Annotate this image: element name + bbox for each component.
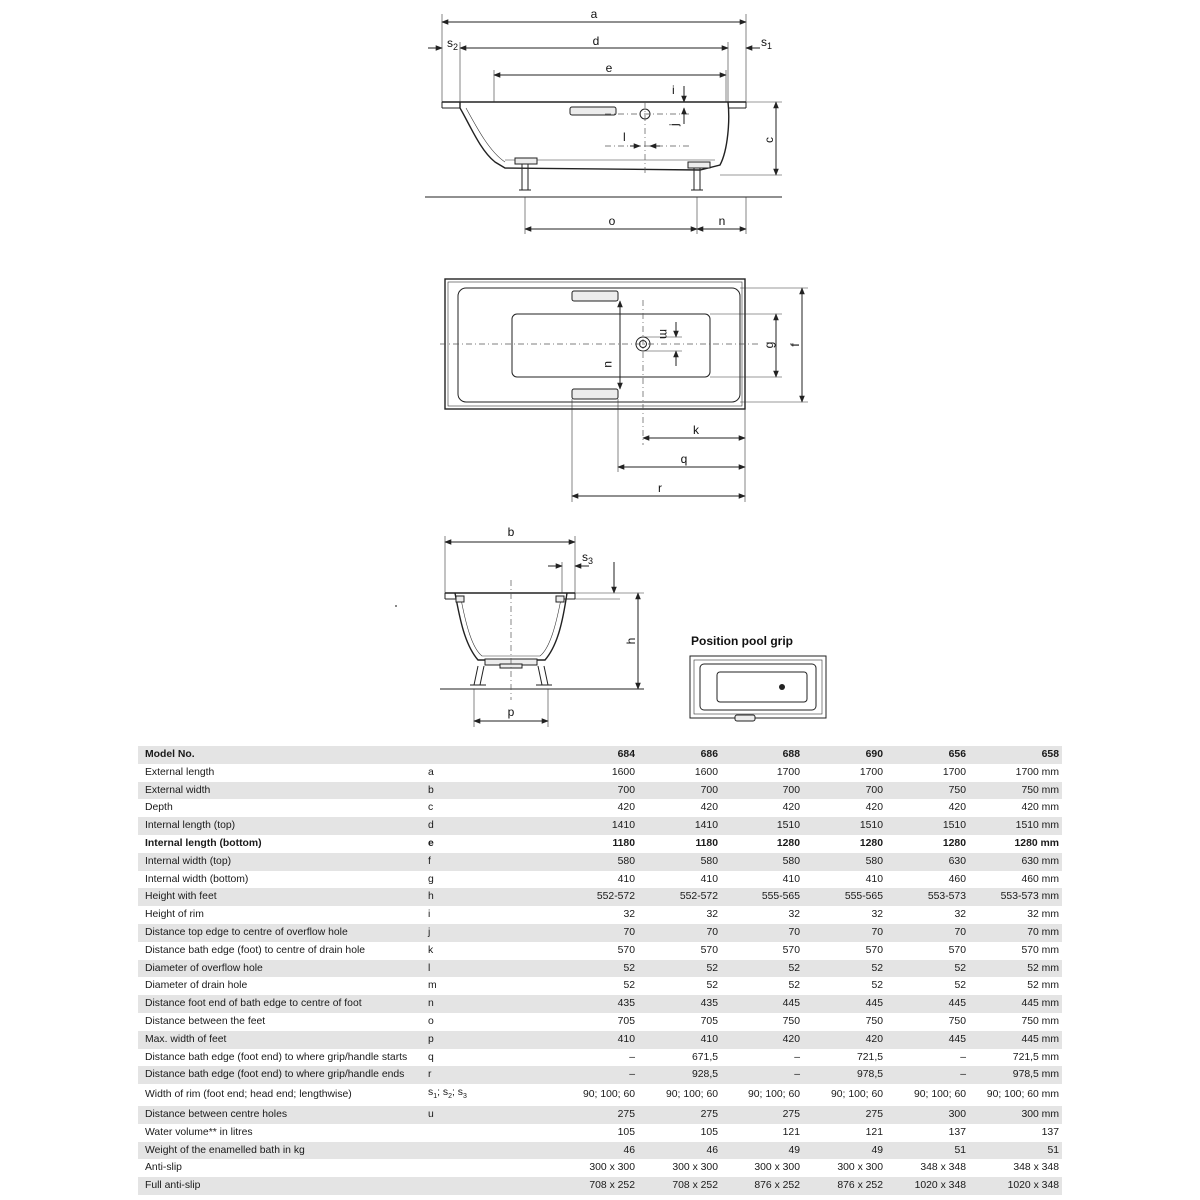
- row-value: 750: [886, 1013, 969, 1031]
- row-value: 410: [638, 871, 721, 889]
- row-value: 1700 mm: [969, 764, 1062, 782]
- table-row: [138, 1106, 1062, 1124]
- row-value: 46: [562, 1142, 638, 1160]
- row-value: 570: [886, 942, 969, 960]
- row-value: 300: [886, 1106, 969, 1124]
- dim-r-label: r: [658, 481, 662, 495]
- dim-a-label: a: [590, 7, 598, 21]
- row-value: 137: [886, 1124, 969, 1142]
- row-value: 555-565: [721, 888, 803, 906]
- table-row: [138, 817, 1062, 835]
- row-value: 52: [562, 960, 638, 978]
- row-value: –: [562, 1049, 638, 1067]
- dim-l-label: l: [623, 130, 626, 144]
- top-plan-view: [440, 279, 808, 502]
- row-value: 435: [562, 995, 638, 1013]
- row-value: 46: [638, 1142, 721, 1160]
- table-row: [138, 942, 1062, 960]
- row-value: 32: [721, 906, 803, 924]
- row-value: 460 mm: [969, 871, 1062, 889]
- row-value: 721,5 mm: [969, 1049, 1062, 1067]
- table-row: [138, 782, 1062, 800]
- table-row: [138, 1124, 1062, 1142]
- row-symbol: [425, 1177, 562, 1195]
- row-value: 1510: [721, 817, 803, 835]
- row-value: 1600: [562, 764, 638, 782]
- row-value: 420: [803, 799, 886, 817]
- side-elevation-view: [425, 7, 782, 234]
- row-value: 876 x 252: [803, 1177, 886, 1195]
- row-value: 52: [638, 960, 721, 978]
- dim-u-label: u: [602, 361, 616, 368]
- row-value: 1510: [886, 817, 969, 835]
- table-row: [138, 835, 1062, 853]
- row-value: 700: [803, 782, 886, 800]
- row-value: 580: [562, 853, 638, 871]
- dim-b-label: b: [507, 525, 515, 539]
- pool-grip-caption: Position pool grip: [691, 634, 793, 648]
- row-value: 70: [638, 924, 721, 942]
- dim-s3-label: $s_3$: [582, 550, 594, 566]
- row-value: 32: [803, 906, 886, 924]
- row-value: 90; 100; 60: [638, 1084, 721, 1106]
- row-value: 52: [886, 977, 969, 995]
- dim-c-label: c: [762, 137, 776, 143]
- row-value: 708 x 252: [638, 1177, 721, 1195]
- table-row: [138, 1177, 1062, 1195]
- row-value: 70 mm: [969, 924, 1062, 942]
- row-value: 410: [638, 1031, 721, 1049]
- row-value: 52: [886, 960, 969, 978]
- row-label: Distance between centre holes: [138, 1106, 425, 1124]
- row-value: 1510 mm: [969, 817, 1062, 835]
- row-symbol: d: [425, 817, 562, 835]
- model-number-686: 686: [638, 746, 721, 764]
- row-value: 52: [721, 960, 803, 978]
- row-symbol: p: [425, 1031, 562, 1049]
- row-value: 671,5: [638, 1049, 721, 1067]
- row-value: 275: [638, 1106, 721, 1124]
- row-value: 978,5: [803, 1066, 886, 1084]
- row-value: –: [562, 1066, 638, 1084]
- table-row: [138, 1084, 1062, 1106]
- specification-table: [138, 746, 1062, 1195]
- row-label: Weight of the enamelled bath in kg: [138, 1142, 425, 1160]
- table-header-row: [138, 746, 1062, 764]
- row-symbol: m: [425, 977, 562, 995]
- row-value: 32: [638, 906, 721, 924]
- row-label: Height with feet: [138, 888, 425, 906]
- row-value: 1020 x 348: [886, 1177, 969, 1195]
- row-value: 121: [803, 1124, 886, 1142]
- row-value: 90; 100; 60: [721, 1084, 803, 1106]
- row-value: 275: [803, 1106, 886, 1124]
- row-value: 570: [562, 942, 638, 960]
- model-number-688: 688: [721, 746, 803, 764]
- row-value: 552-572: [562, 888, 638, 906]
- table-row: [138, 977, 1062, 995]
- row-symbol: o: [425, 1013, 562, 1031]
- row-value: 1280: [886, 835, 969, 853]
- row-value: 928,5: [638, 1066, 721, 1084]
- row-value: 300 x 300: [638, 1159, 721, 1177]
- row-symbol: c: [425, 799, 562, 817]
- row-value: 90; 100; 60: [803, 1084, 886, 1106]
- table-row: [138, 1031, 1062, 1049]
- row-value: 420: [721, 799, 803, 817]
- row-symbol: r: [425, 1066, 562, 1084]
- row-value: 410: [721, 871, 803, 889]
- row-value: 32: [886, 906, 969, 924]
- drain-icon: [779, 684, 785, 690]
- model-number-690: 690: [803, 746, 886, 764]
- row-value: 70: [886, 924, 969, 942]
- row-value: 580: [721, 853, 803, 871]
- dim-d-label: d: [592, 34, 600, 48]
- row-symbol: u: [425, 1106, 562, 1124]
- model-number-658: 658: [969, 746, 1062, 764]
- row-value: 445 mm: [969, 995, 1062, 1013]
- row-value: 420 mm: [969, 799, 1062, 817]
- dim-m-label: m: [657, 329, 671, 339]
- row-value: 705: [562, 1013, 638, 1031]
- row-value: 630: [886, 853, 969, 871]
- row-value: 52 mm: [969, 977, 1062, 995]
- row-symbol: n: [425, 995, 562, 1013]
- dim-i-label: i: [672, 83, 675, 97]
- row-symbol: i: [425, 906, 562, 924]
- row-symbol: [425, 1124, 562, 1142]
- row-symbol: l: [425, 960, 562, 978]
- row-value: 1280: [803, 835, 886, 853]
- row-value: 700: [562, 782, 638, 800]
- row-symbol: j: [425, 924, 562, 942]
- dim-n-label: n: [718, 214, 726, 228]
- table-row: [138, 1159, 1062, 1177]
- row-value: 52: [562, 977, 638, 995]
- row-label: Anti-slip: [138, 1159, 425, 1177]
- row-value: 1180: [562, 835, 638, 853]
- dim-p-label: p: [507, 705, 515, 719]
- row-value: 32 mm: [969, 906, 1062, 924]
- row-value: 420: [638, 799, 721, 817]
- row-label: Full anti-slip: [138, 1177, 425, 1195]
- row-value: 420: [721, 1031, 803, 1049]
- row-symbol: g: [425, 871, 562, 889]
- row-value: –: [721, 1066, 803, 1084]
- row-symbol: h: [425, 888, 562, 906]
- table-row: [138, 1013, 1062, 1031]
- end-elevation-view: [440, 525, 644, 727]
- table-row: [138, 871, 1062, 889]
- row-value: 630 mm: [969, 853, 1062, 871]
- row-value: 750 mm: [969, 782, 1062, 800]
- row-value: 300 x 300: [803, 1159, 886, 1177]
- row-value: 410: [562, 1031, 638, 1049]
- row-value: 1020 x 348: [969, 1177, 1062, 1195]
- row-label: Distance between the feet: [138, 1013, 425, 1031]
- row-label: Diameter of overflow hole: [138, 960, 425, 978]
- row-value: 1510: [803, 817, 886, 835]
- row-symbol: $s_1$; $s_2$; $s_3$: [425, 1084, 562, 1106]
- row-value: 348 x 348: [969, 1159, 1062, 1177]
- row-value: 70: [721, 924, 803, 942]
- row-value: 750: [721, 1013, 803, 1031]
- row-label: External length: [138, 764, 425, 782]
- row-value: 32: [562, 906, 638, 924]
- row-value: 460: [886, 871, 969, 889]
- stray-mark: [395, 605, 397, 607]
- table-row: [138, 960, 1062, 978]
- row-label: Width of rim (foot end; head end; lengthwise): [138, 1084, 425, 1106]
- table-row: [138, 764, 1062, 782]
- row-value: 49: [721, 1142, 803, 1160]
- row-value: 70: [803, 924, 886, 942]
- row-value: 570 mm: [969, 942, 1062, 960]
- table-row: [138, 1066, 1062, 1084]
- row-value: 70: [562, 924, 638, 942]
- table-row: [138, 888, 1062, 906]
- row-value: 445 mm: [969, 1031, 1062, 1049]
- row-label: Distance foot end of bath edge to centre of foot: [138, 995, 425, 1013]
- row-value: 420: [886, 799, 969, 817]
- row-value: 876 x 252: [721, 1177, 803, 1195]
- row-value: 445: [803, 995, 886, 1013]
- row-value: 570: [638, 942, 721, 960]
- row-value: 348 x 348: [886, 1159, 969, 1177]
- row-symbol: f: [425, 853, 562, 871]
- row-value: 52: [803, 960, 886, 978]
- pool-grip-icon: [735, 715, 755, 721]
- row-value: 553-573: [886, 888, 969, 906]
- dim-g-label: g: [762, 341, 776, 349]
- row-value: 750: [803, 1013, 886, 1031]
- row-value: 708 x 252: [562, 1177, 638, 1195]
- row-label: Depth: [138, 799, 425, 817]
- row-label: Distance bath edge (foot end) to where grip/handle ends: [138, 1066, 425, 1084]
- row-value: 570: [803, 942, 886, 960]
- row-value: 1410: [562, 817, 638, 835]
- row-value: 1600: [638, 764, 721, 782]
- row-value: 700: [721, 782, 803, 800]
- row-label: Distance top edge to centre of overflow hole: [138, 924, 425, 942]
- table-row: [138, 799, 1062, 817]
- table-row: [138, 924, 1062, 942]
- dim-f-label: f: [788, 343, 802, 347]
- row-value: 275: [562, 1106, 638, 1124]
- row-value: 1700: [721, 764, 803, 782]
- row-label: External width: [138, 782, 425, 800]
- row-value: 90; 100; 60: [562, 1084, 638, 1106]
- row-label: Internal width (bottom): [138, 871, 425, 889]
- row-value: 570: [721, 942, 803, 960]
- row-value: 90; 100; 60 mm: [969, 1084, 1062, 1106]
- row-value: 435: [638, 995, 721, 1013]
- model-number-656: 656: [886, 746, 969, 764]
- row-label: Distance bath edge (foot) to centre of drain hole: [138, 942, 425, 960]
- row-value: 721,5: [803, 1049, 886, 1067]
- row-value: 51: [886, 1142, 969, 1160]
- dim-q-label: q: [680, 452, 688, 466]
- row-value: 49: [803, 1142, 886, 1160]
- row-value: 1280: [721, 835, 803, 853]
- row-value: 300 x 300: [721, 1159, 803, 1177]
- row-value: 52: [638, 977, 721, 995]
- row-value: 1180: [638, 835, 721, 853]
- row-value: 705: [638, 1013, 721, 1031]
- row-label: Internal length (bottom): [138, 835, 425, 853]
- row-label: Internal length (top): [138, 817, 425, 835]
- row-value: 420: [562, 799, 638, 817]
- row-value: 300 mm: [969, 1106, 1062, 1124]
- dim-e-label: e: [605, 61, 613, 75]
- row-value: 420: [803, 1031, 886, 1049]
- row-label: Diameter of drain hole: [138, 977, 425, 995]
- row-label: Max. width of feet: [138, 1031, 425, 1049]
- row-value: 553-573 mm: [969, 888, 1062, 906]
- row-value: 1280 mm: [969, 835, 1062, 853]
- row-symbol: q: [425, 1049, 562, 1067]
- row-value: 105: [562, 1124, 638, 1142]
- row-value: 300 x 300: [562, 1159, 638, 1177]
- table-row: [138, 1142, 1062, 1160]
- header-label: Model No.: [138, 746, 425, 764]
- row-value: 445: [721, 995, 803, 1013]
- row-symbol: [425, 1142, 562, 1160]
- dim-s2-label: $s_2$: [447, 36, 459, 52]
- row-value: 750: [886, 782, 969, 800]
- dim-k-label: k: [693, 423, 699, 437]
- row-value: 52 mm: [969, 960, 1062, 978]
- row-value: 410: [803, 871, 886, 889]
- row-value: 1700: [803, 764, 886, 782]
- row-value: 978,5 mm: [969, 1066, 1062, 1084]
- row-value: 105: [638, 1124, 721, 1142]
- row-value: 700: [638, 782, 721, 800]
- row-value: 410: [562, 871, 638, 889]
- row-value: 555-565: [803, 888, 886, 906]
- row-value: –: [886, 1066, 969, 1084]
- table-row: [138, 853, 1062, 871]
- row-symbol: a: [425, 764, 562, 782]
- row-value: 580: [803, 853, 886, 871]
- row-value: 445: [886, 995, 969, 1013]
- row-value: 90; 100; 60: [886, 1084, 969, 1106]
- row-value: 51: [969, 1142, 1062, 1160]
- row-label: Height of rim: [138, 906, 425, 924]
- row-value: 52: [803, 977, 886, 995]
- header-symbol: [425, 746, 562, 764]
- table-row: [138, 906, 1062, 924]
- row-value: –: [721, 1049, 803, 1067]
- dim-o-label: o: [608, 214, 616, 228]
- row-value: 52: [721, 977, 803, 995]
- dim-s1-label: $s_1$: [761, 35, 773, 51]
- row-symbol: e: [425, 835, 562, 853]
- row-symbol: b: [425, 782, 562, 800]
- table-row: [138, 995, 1062, 1013]
- row-value: 750 mm: [969, 1013, 1062, 1031]
- row-value: 137: [969, 1124, 1062, 1142]
- row-value: 121: [721, 1124, 803, 1142]
- row-label: Internal width (top): [138, 853, 425, 871]
- dim-h-label: h: [624, 637, 638, 645]
- pool-grip-inset: [690, 634, 826, 721]
- model-number-684: 684: [562, 746, 638, 764]
- row-label: Water volume** in litres: [138, 1124, 425, 1142]
- row-value: 552-572: [638, 888, 721, 906]
- row-value: 1410: [638, 817, 721, 835]
- row-symbol: [425, 1159, 562, 1177]
- table-row: [138, 1049, 1062, 1067]
- dim-j-label: j: [667, 123, 681, 126]
- row-value: 1700: [886, 764, 969, 782]
- row-value: 275: [721, 1106, 803, 1124]
- row-symbol: k: [425, 942, 562, 960]
- row-value: 445: [886, 1031, 969, 1049]
- row-value: 580: [638, 853, 721, 871]
- row-value: –: [886, 1049, 969, 1067]
- row-label: Distance bath edge (foot end) to where grip/handle starts: [138, 1049, 425, 1067]
